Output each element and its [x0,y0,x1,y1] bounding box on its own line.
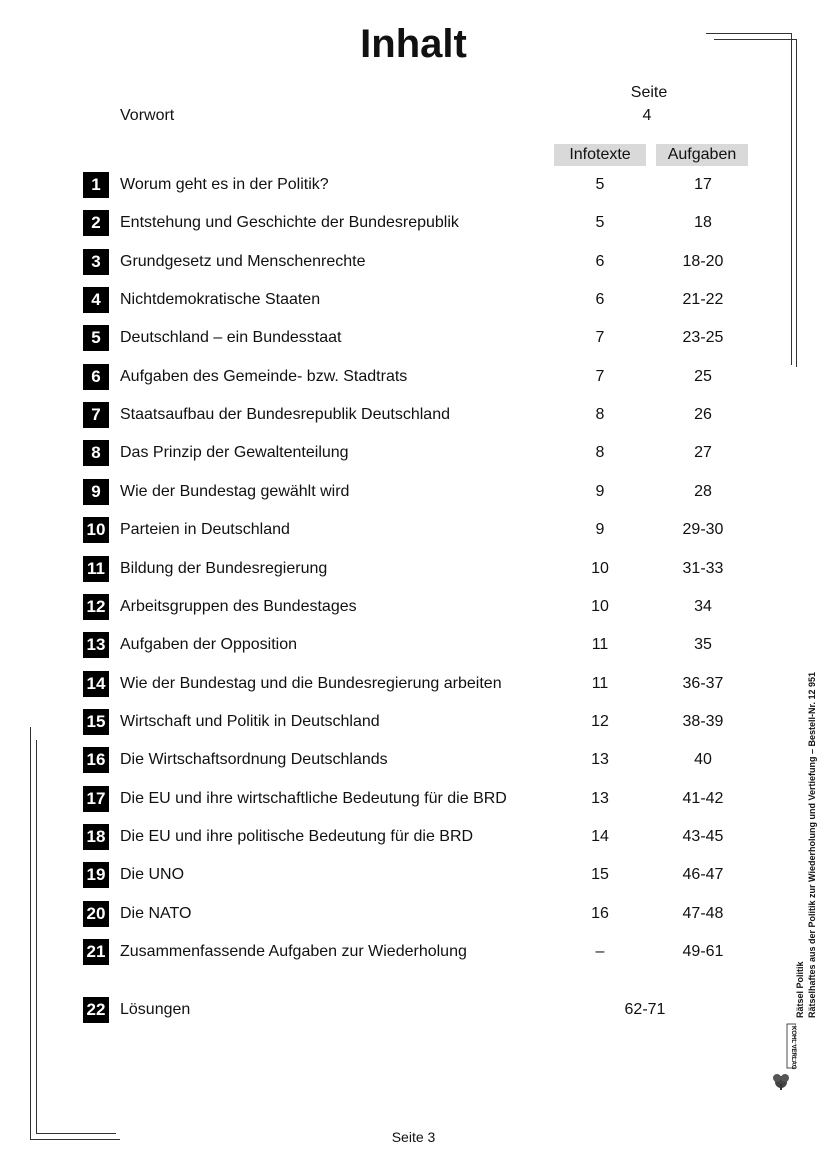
page-footer: Seite 3 [391,1129,436,1145]
aufgaben-pages: 46-47 [682,866,724,883]
toc-row [0,862,827,888]
infotexte-page: 13 [591,790,609,807]
aufgaben-pages: 41-42 [682,790,724,807]
chapter-number: 5 [83,325,109,351]
toc-row [0,632,827,658]
aufgaben-pages: 18 [694,214,712,231]
aufgaben-column-header: Aufgaben [656,144,748,166]
toc-row [0,325,827,351]
toc-row [0,671,827,697]
publication-info [794,672,818,1018]
chapter-title: Wie der Bundestag gewählt wird [120,483,350,500]
infotexte-page: 13 [591,751,609,768]
aufgaben-pages: 40 [694,751,712,768]
frame-line [706,33,791,34]
infotexte-page: 8 [595,444,605,461]
chapter-title: Aufgaben des Gemeinde- bzw. Stadtrats [120,368,408,385]
infotexte-page: 9 [595,521,605,538]
infotexte-page: 11 [591,636,609,653]
chapter-number: 10 [83,517,109,543]
chapter-title: Lösungen [120,1001,191,1018]
chapter-number: 2 [83,210,109,236]
aufgaben-pages: 34 [694,598,712,615]
toc-row [0,939,827,965]
toc-row [0,786,827,812]
infotexte-page: 10 [591,560,609,577]
aufgaben-pages: 25 [694,368,712,385]
infotexte-page: 7 [595,329,605,346]
toc-row [0,172,827,198]
chapter-title: Aufgaben der Opposition [120,636,298,653]
infotexte-page: 6 [595,253,605,270]
chapter-title: Die EU und ihre politische Bedeutung für die BRD [120,828,474,845]
chapter-number: 16 [83,747,109,773]
infotexte-page: 12 [591,713,609,730]
aufgaben-pages: 27 [694,444,712,461]
infotexte-page: 15 [591,866,609,883]
chapter-number: 17 [83,786,109,812]
toc-row [0,747,827,773]
seite-column-label: Seite [630,84,668,101]
toc-row [0,824,827,850]
toc-row [0,517,827,543]
infotexte-page: 8 [595,406,605,423]
toc-row [0,709,827,735]
chapter-number: 21 [83,939,109,965]
chapter-title: Bildung der Bundesregierung [120,560,328,577]
aufgaben-pages: 38-39 [682,713,724,730]
infotexte-page: 10 [591,598,609,615]
chapter-title: Wirtschaft und Politik in Deutschland [120,713,380,730]
toc-row [0,402,827,428]
chapter-number: 14 [83,671,109,697]
chapter-number: 13 [83,632,109,658]
infotexte-page: 5 [595,214,605,231]
publisher-logo [772,1020,796,1092]
chapter-number: 8 [83,440,109,466]
infotexte-page: 9 [595,483,605,500]
infotexte-column-header: Infotexte [554,144,646,166]
chapter-title: Nichtdemokratische Staaten [120,291,321,308]
chapter-number: 19 [83,862,109,888]
aufgaben-pages: 47-48 [682,905,724,922]
chapter-title: Zusammenfassende Aufgaben zur Wiederholung [120,943,467,960]
publisher-name: KOHL VERLAG [790,1026,796,1070]
series-subtitle: Rätselhaftes aus der Politik zur Wiederholung und Vertiefung – Bestell-Nr. 12 951 [807,671,817,1018]
aufgaben-pages: 28 [694,483,712,500]
chapter-number: 4 [83,287,109,313]
infotexte-page: 7 [595,368,605,385]
aufgaben-pages: 17 [694,176,712,193]
infotexte-page: 16 [591,905,609,922]
toc-row [0,287,827,313]
toc-row [0,901,827,927]
frame-line [30,727,31,1139]
frame-line [714,39,796,40]
aufgaben-pages: 21-22 [682,291,724,308]
vorwort-label: Vorwort [120,107,175,124]
aufgaben-pages: 31-33 [682,560,724,577]
chapter-number: 7 [83,402,109,428]
infotexte-page: 6 [595,291,605,308]
chapter-title: Grundgesetz und Menschenrechte [120,253,366,270]
infotexte-page: 14 [591,828,609,845]
toc-row [0,210,827,236]
loesungen-row [0,997,827,1023]
aufgaben-pages: 23-25 [682,329,724,346]
frame-line [36,740,37,1133]
frame-line [796,39,797,367]
toc-row [0,556,827,582]
toc-row [0,479,827,505]
aufgaben-pages: 49-61 [682,943,724,960]
chapter-title: Parteien in Deutschland [120,521,290,538]
chapter-number: 12 [83,594,109,620]
toc-row [0,364,827,390]
aufgaben-pages: 26 [694,406,712,423]
series-title: Rätsel Politik [795,961,805,1018]
chapter-title: Die EU und ihre wirtschaftliche Bedeutung für die BRD [120,790,507,807]
chapter-number: 1 [83,172,109,198]
toc-row [0,249,827,275]
chapter-number: 11 [83,556,109,582]
infotexte-page: 5 [595,176,605,193]
page-title: Inhalt [360,22,467,66]
frame-line [791,33,792,365]
aufgaben-pages: 18-20 [682,253,724,270]
chapter-title: Die UNO [120,866,185,883]
chapter-number: 6 [83,364,109,390]
chapter-title: Die NATO [120,905,192,922]
chapter-title: Staatsaufbau der Bundesrepublik Deutschland [120,406,450,423]
frame-line [30,1139,120,1140]
chapter-title: Deutschland – ein Bundesstaat [120,329,342,346]
chapter-title: Wie der Bundestag und die Bundesregierung arbeiten [120,675,502,692]
infotexte-page: – [595,943,605,960]
loesungen-pages: 62-71 [624,1001,666,1018]
vorwort-page: 4 [642,107,652,124]
chapter-number: 9 [83,479,109,505]
chapter-title: Die Wirtschaftsordnung Deutschlands [120,751,388,768]
aufgaben-pages: 43-45 [682,828,724,845]
chapter-number: 15 [83,709,109,735]
chapter-number: 22 [83,997,109,1023]
aufgaben-pages: 36-37 [682,675,724,692]
chapter-title: Das Prinzip der Gewaltenteilung [120,444,349,461]
infotexte-page: 11 [591,675,609,692]
chapter-number: 3 [83,249,109,275]
chapter-number: 20 [83,901,109,927]
toc-row [0,594,827,620]
chapter-title: Entstehung und Geschichte der Bundesrepublik [120,214,459,231]
aufgaben-pages: 29-30 [682,521,724,538]
toc-row [0,440,827,466]
chapter-title: Arbeitsgruppen des Bundestages [120,598,357,615]
chapter-title: Worum geht es in der Politik? [120,176,329,193]
chapter-number: 18 [83,824,109,850]
aufgaben-pages: 35 [694,636,712,653]
frame-line [36,1133,116,1134]
